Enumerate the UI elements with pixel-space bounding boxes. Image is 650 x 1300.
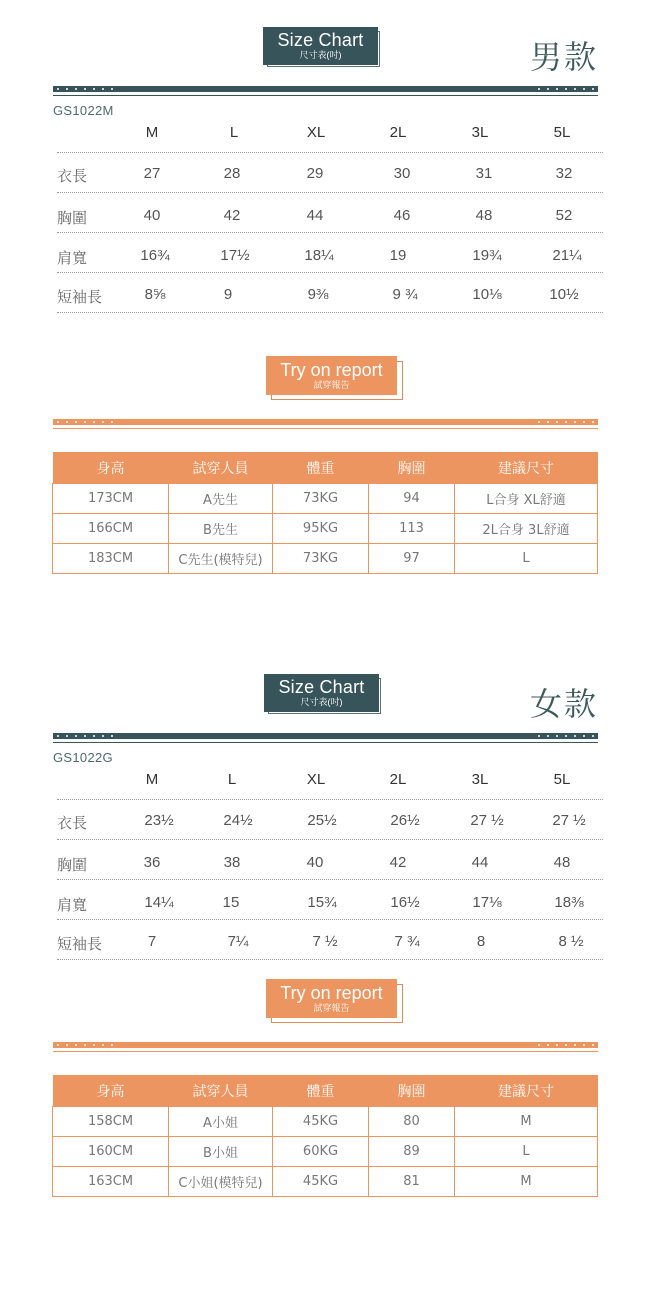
header-weight: 體重 (273, 452, 369, 484)
women-tryon-bar (53, 1042, 598, 1048)
table-cell: 166CM (53, 514, 169, 544)
cell-value: 15¾ (307, 894, 337, 911)
cell-value: 16½ (390, 894, 420, 911)
table-cell: 97 (369, 544, 455, 574)
size-label: 5L (553, 124, 571, 141)
men-tryon-table (52, 452, 598, 574)
women-row-chest (57, 854, 603, 894)
size-label: 2L (389, 771, 407, 788)
women-badge-title: Size Chart (278, 677, 365, 697)
men-tryon-badge (266, 356, 403, 400)
size-label: 5L (553, 771, 571, 788)
cell-value: 32 (555, 165, 573, 182)
header-chest: 胸圍 (369, 452, 455, 484)
table-row (53, 544, 598, 574)
header-height: 身高 (53, 1075, 169, 1107)
men-row-sleeve (57, 286, 603, 326)
row-label: 衣長 (57, 167, 88, 185)
row-label: 胸圍 (57, 856, 88, 874)
cell-value: 7 (147, 933, 157, 950)
men-row-chest (57, 207, 603, 247)
cell-value: 36 (143, 854, 161, 871)
women-badge-subtitle: 尺寸表(吋) (300, 697, 343, 707)
table-cell: C小姐(模特兒) (169, 1167, 273, 1197)
cell-value: 48 (553, 854, 571, 871)
cell-value: 26½ (390, 812, 420, 829)
men-size-header (57, 124, 603, 164)
women-row-sleeve (57, 933, 603, 973)
table-row (53, 484, 598, 514)
cell-value: 46 (393, 207, 411, 224)
cell-value: 21¼ (552, 247, 582, 264)
men-tryon-bar (53, 419, 598, 425)
table-cell: M (455, 1167, 598, 1197)
women-top-bar (53, 733, 598, 739)
cell-value: 17½ (220, 247, 250, 264)
cell-value: 28 (223, 165, 241, 182)
cell-value: 19¾ (472, 247, 502, 264)
men-gender-title: 男款 (530, 38, 599, 76)
cell-value: 48 (475, 207, 493, 224)
header-suggested-size: 建議尺寸 (455, 452, 598, 484)
men-row-shoulder (57, 247, 603, 287)
cell-value: 19 (389, 247, 407, 264)
cell-value: 18⅜ (554, 894, 584, 911)
size-label: M (145, 124, 159, 141)
row-label: 衣長 (57, 814, 88, 832)
men-top-bar (53, 86, 598, 92)
men-tryon-subtitle: 試穿報告 (313, 380, 350, 390)
cell-value: 7¼ (227, 933, 249, 950)
cell-value: 27 ½ (470, 812, 504, 829)
size-label: 3L (471, 771, 489, 788)
table-cell: 160CM (53, 1137, 169, 1167)
cell-value: 30 (393, 165, 411, 182)
table-cell: L (455, 1137, 598, 1167)
table-cell: 81 (369, 1167, 455, 1197)
table-cell: 89 (369, 1137, 455, 1167)
row-label: 短袖長 (57, 288, 103, 306)
size-label: XL (306, 124, 326, 141)
men-badge-title: Size Chart (277, 30, 364, 50)
cell-value: 42 (389, 854, 407, 871)
cell-value: 44 (306, 207, 324, 224)
cell-value: 14¼ (144, 894, 174, 911)
cell-value: 23½ (144, 812, 174, 829)
table-cell: 73KG (273, 544, 369, 574)
women-product-code: GS1022G (53, 750, 113, 765)
header-chest: 胸圍 (369, 1075, 455, 1107)
table-cell: 95KG (273, 514, 369, 544)
size-label: M (145, 771, 159, 788)
table-cell: 2L合身 3L舒適 (455, 514, 598, 544)
table-cell: A先生 (169, 484, 273, 514)
table-header-row (53, 1075, 598, 1107)
table-cell: 158CM (53, 1107, 169, 1137)
table-row (53, 1137, 598, 1167)
header-suggested-size: 建議尺寸 (455, 1075, 598, 1107)
women-gender-title: 女款 (530, 685, 599, 723)
table-cell: M (455, 1107, 598, 1137)
cell-value: 52 (555, 207, 573, 224)
cell-value: 9⅜ (307, 286, 329, 303)
table-cell: L (455, 544, 598, 574)
cell-value: 29 (306, 165, 324, 182)
men-badge-subtitle: 尺寸表(吋) (299, 50, 342, 60)
table-cell: B小姐 (169, 1137, 273, 1167)
cell-value: 8⅝ (144, 286, 166, 303)
table-cell: L合身 XL舒適 (455, 484, 598, 514)
cell-value: 8 (476, 933, 486, 950)
row-label: 短袖長 (57, 935, 103, 953)
cell-value: 27 ½ (552, 812, 586, 829)
size-label: 2L (389, 124, 407, 141)
table-cell: A小姐 (169, 1107, 273, 1137)
cell-value: 40 (306, 854, 324, 871)
table-cell: 173CM (53, 484, 169, 514)
table-cell: 163CM (53, 1167, 169, 1197)
men-product-code: GS1022M (53, 103, 114, 118)
size-label: L (229, 124, 239, 141)
table-header-row (53, 452, 598, 484)
cell-value: 15 (222, 894, 240, 911)
table-cell: 45KG (273, 1167, 369, 1197)
cell-value: 16¾ (140, 247, 170, 264)
table-cell: 60KG (273, 1137, 369, 1167)
men-size-chart-badge (263, 27, 380, 67)
cell-value: 9 (223, 286, 233, 303)
cell-value: 9 ¾ (392, 286, 418, 303)
cell-value: 42 (223, 207, 241, 224)
header-tester: 試穿人員 (169, 1075, 273, 1107)
header-tester: 試穿人員 (169, 452, 273, 484)
women-tryon-badge (266, 979, 403, 1023)
women-tryon-table (52, 1075, 598, 1197)
women-row-length (57, 812, 603, 852)
cell-value: 18¼ (304, 247, 334, 264)
women-size-chart-badge (264, 674, 381, 714)
cell-value: 27 (143, 165, 161, 182)
cell-value: 31 (475, 165, 493, 182)
table-cell: C先生(模特兒) (169, 544, 273, 574)
women-row-shoulder (57, 894, 603, 934)
cell-value: 25½ (307, 812, 337, 829)
table-cell: B先生 (169, 514, 273, 544)
table-row (53, 1167, 598, 1197)
table-cell: 73KG (273, 484, 369, 514)
table-cell: 113 (369, 514, 455, 544)
size-label: XL (306, 771, 326, 788)
table-cell: 94 (369, 484, 455, 514)
women-tryon-title: Try on report (280, 983, 383, 1003)
header-height: 身高 (53, 452, 169, 484)
cell-value: 38 (223, 854, 241, 871)
row-label: 肩寬 (57, 249, 88, 267)
women-tryon-subtitle: 試穿報告 (313, 1003, 350, 1013)
size-label: L (227, 771, 237, 788)
size-label: 3L (471, 124, 489, 141)
cell-value: 24½ (223, 812, 253, 829)
cell-value: 44 (471, 854, 489, 871)
table-row (53, 514, 598, 544)
women-size-header (57, 771, 603, 811)
header-weight: 體重 (273, 1075, 369, 1107)
men-tryon-title: Try on report (280, 360, 383, 380)
cell-value: 8 ½ (558, 933, 584, 950)
cell-value: 7 ¾ (394, 933, 420, 950)
table-cell: 80 (369, 1107, 455, 1137)
row-label: 肩寬 (57, 896, 88, 914)
table-cell: 183CM (53, 544, 169, 574)
men-row-length (57, 165, 603, 205)
cell-value: 10½ (549, 286, 579, 303)
cell-value: 40 (143, 207, 161, 224)
row-label: 胸圍 (57, 209, 88, 227)
cell-value: 17⅛ (472, 894, 502, 911)
cell-value: 7 ½ (312, 933, 338, 950)
table-cell: 45KG (273, 1107, 369, 1137)
cell-value: 10⅛ (472, 286, 502, 303)
table-row (53, 1107, 598, 1137)
